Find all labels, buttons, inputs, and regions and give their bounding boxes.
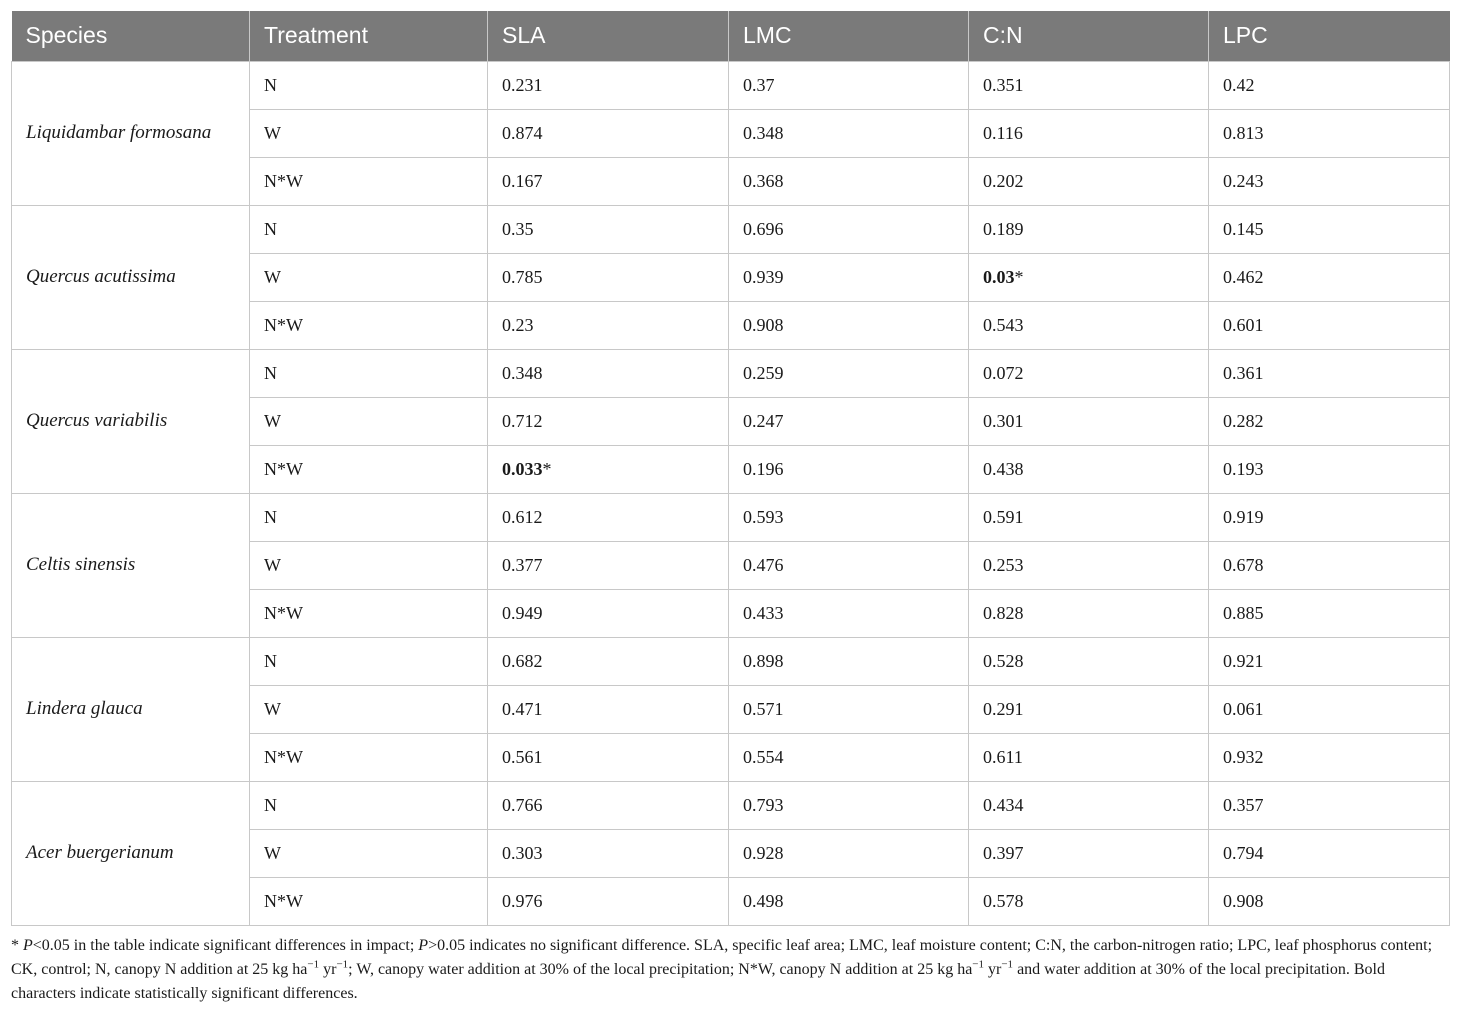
sla-value-cell — [488, 589, 729, 637]
header-species: Species — [12, 11, 250, 61]
treatment-cell: N — [250, 61, 488, 109]
sla-value: 0.167 — [502, 170, 543, 191]
cn-value-cell — [969, 397, 1209, 445]
species-cell: Quercus variabilis — [12, 349, 250, 493]
sla-value-cell — [488, 445, 729, 493]
sla-value-cell — [488, 781, 729, 829]
cn-value: 0.434 — [983, 794, 1024, 815]
lmc-value: 0.196 — [743, 458, 784, 479]
table-row — [12, 637, 1450, 685]
lmc-value: 0.476 — [743, 554, 784, 575]
lmc-value: 0.571 — [743, 698, 784, 719]
cn-value: 0.072 — [983, 362, 1024, 383]
lpc-value-cell — [1209, 61, 1450, 109]
cn-value: 0.591 — [983, 506, 1024, 527]
sla-value-cell — [488, 205, 729, 253]
footnote-text: <0.05 in the table indicate significant differences in impact; — [32, 937, 419, 954]
significance-mark: * — [1014, 266, 1024, 287]
cn-value: 0.397 — [983, 842, 1024, 863]
lpc-value: 0.885 — [1223, 602, 1264, 623]
sla-value: 0.874 — [502, 122, 543, 143]
cn-value-cell — [969, 301, 1209, 349]
header-cn: C:N — [969, 11, 1209, 61]
sla-value: 0.682 — [502, 650, 543, 671]
lpc-value: 0.462 — [1223, 266, 1264, 287]
species-cell: Quercus acutissima — [12, 205, 250, 349]
treatment-cell: N*W — [250, 157, 488, 205]
lmc-value-cell — [729, 829, 969, 877]
treatment-cell: W — [250, 253, 488, 301]
footnote-p-symbol: P — [418, 937, 429, 954]
lpc-value: 0.061 — [1223, 698, 1264, 719]
lmc-value: 0.593 — [743, 506, 784, 527]
sla-value-cell — [488, 733, 729, 781]
sla-value: 0.712 — [502, 410, 543, 431]
footnote-text: yr — [319, 961, 337, 978]
cn-value-cell — [969, 61, 1209, 109]
table-row — [12, 61, 1450, 109]
cn-value-cell — [969, 733, 1209, 781]
lmc-value: 0.908 — [743, 314, 784, 335]
lmc-value-cell — [729, 205, 969, 253]
cn-value-cell — [969, 109, 1209, 157]
footnote-p-symbol: P — [23, 937, 33, 954]
cn-value-cell — [969, 253, 1209, 301]
footnote-text: and water addition at 30% of the local precipitation. Bold characters indicate statistically significant differences. — [11, 961, 1385, 1002]
lmc-value: 0.498 — [743, 890, 784, 911]
lpc-value-cell — [1209, 253, 1450, 301]
lpc-value-cell — [1209, 829, 1450, 877]
lmc-value: 0.247 — [743, 410, 784, 431]
table-body — [12, 61, 1450, 925]
table-row — [12, 493, 1450, 541]
sla-value: 0.377 — [502, 554, 543, 575]
lmc-value: 0.928 — [743, 842, 784, 863]
footnote-superscript: −1 — [336, 958, 349, 971]
cn-value: 0.116 — [983, 122, 1023, 143]
lmc-value: 0.696 — [743, 218, 784, 239]
lpc-value-cell — [1209, 157, 1450, 205]
sla-value: 0.348 — [502, 362, 543, 383]
sla-value-cell — [488, 109, 729, 157]
lpc-value: 0.678 — [1223, 554, 1264, 575]
cn-value: 0.528 — [983, 650, 1024, 671]
lpc-value-cell — [1209, 109, 1450, 157]
sla-value-cell — [488, 349, 729, 397]
cn-value-cell — [969, 541, 1209, 589]
treatment-cell: N*W — [250, 445, 488, 493]
lpc-value: 0.361 — [1223, 362, 1264, 383]
sla-value: 0.231 — [502, 74, 543, 95]
lmc-value-cell — [729, 157, 969, 205]
species-cell: Lindera glauca — [12, 637, 250, 781]
lpc-value-cell — [1209, 493, 1450, 541]
lmc-value-cell — [729, 109, 969, 157]
lmc-value-cell — [729, 301, 969, 349]
lpc-value: 0.794 — [1223, 842, 1264, 863]
table-footnote — [11, 934, 1451, 1006]
lpc-value: 0.282 — [1223, 410, 1264, 431]
data-table-container — [11, 11, 1449, 926]
lmc-value-cell — [729, 733, 969, 781]
treatment-cell: N — [250, 781, 488, 829]
cn-value: 0.578 — [983, 890, 1024, 911]
sla-value-cell — [488, 877, 729, 925]
lmc-value-cell — [729, 445, 969, 493]
cn-value-cell — [969, 877, 1209, 925]
treatment-cell: W — [250, 541, 488, 589]
footnote-mark: * — [11, 937, 19, 954]
lmc-value-cell — [729, 589, 969, 637]
lmc-value-cell — [729, 781, 969, 829]
lmc-value: 0.348 — [743, 122, 784, 143]
cn-value-cell — [969, 685, 1209, 733]
sla-value-cell — [488, 157, 729, 205]
sla-value: 0.612 — [502, 506, 543, 527]
cn-value: 0.611 — [983, 746, 1023, 767]
species-cell: Liquidambar formosana — [12, 61, 250, 205]
lpc-value-cell — [1209, 637, 1450, 685]
sla-value: 0.785 — [502, 266, 543, 287]
cn-value: 0.291 — [983, 698, 1024, 719]
lpc-value-cell — [1209, 397, 1450, 445]
header-treatment: Treatment — [250, 11, 488, 61]
lpc-value: 0.919 — [1223, 506, 1264, 527]
cn-value-cell — [969, 445, 1209, 493]
treatment-cell: W — [250, 397, 488, 445]
cn-value: 0.03 — [983, 266, 1015, 287]
lpc-value-cell — [1209, 781, 1450, 829]
lpc-value-cell — [1209, 349, 1450, 397]
lmc-value: 0.368 — [743, 170, 784, 191]
cn-value: 0.351 — [983, 74, 1024, 95]
treatment-cell: W — [250, 829, 488, 877]
lpc-value: 0.908 — [1223, 890, 1264, 911]
table-row — [12, 205, 1450, 253]
sla-value-cell — [488, 493, 729, 541]
table-row — [12, 349, 1450, 397]
footnote-text: ; W, canopy water addition at 30% of the local precipitation; N*W, canopy N addition at 25 kg ha — [348, 961, 973, 978]
sla-value: 0.949 — [502, 602, 543, 623]
sla-value: 0.561 — [502, 746, 543, 767]
sla-value: 0.976 — [502, 890, 543, 911]
cn-value: 0.301 — [983, 410, 1024, 431]
header-lmc: LMC — [729, 11, 969, 61]
cn-value: 0.543 — [983, 314, 1024, 335]
sla-value-cell — [488, 541, 729, 589]
cn-value-cell — [969, 781, 1209, 829]
cn-value-cell — [969, 589, 1209, 637]
treatment-cell: N — [250, 349, 488, 397]
lmc-value: 0.433 — [743, 602, 784, 623]
lpc-value-cell — [1209, 445, 1450, 493]
cn-value-cell — [969, 157, 1209, 205]
treatment-cell: N — [250, 637, 488, 685]
lpc-value: 0.42 — [1223, 74, 1255, 95]
significance-mark: * — [542, 458, 552, 479]
cn-value: 0.828 — [983, 602, 1024, 623]
lmc-value-cell — [729, 637, 969, 685]
footnote-text: yr — [984, 961, 1002, 978]
lpc-value: 0.357 — [1223, 794, 1264, 815]
cn-value-cell — [969, 349, 1209, 397]
lpc-value: 0.243 — [1223, 170, 1264, 191]
lpc-value-cell — [1209, 205, 1450, 253]
lmc-value-cell — [729, 61, 969, 109]
sla-value: 0.303 — [502, 842, 543, 863]
sla-value-cell — [488, 685, 729, 733]
header-lpc: LPC — [1209, 11, 1450, 61]
lmc-value: 0.939 — [743, 266, 784, 287]
cn-value-cell — [969, 493, 1209, 541]
sla-value: 0.23 — [502, 314, 534, 335]
sla-value-cell — [488, 301, 729, 349]
lmc-value: 0.554 — [743, 746, 784, 767]
cn-value-cell — [969, 829, 1209, 877]
lpc-value-cell — [1209, 877, 1450, 925]
sla-value-cell — [488, 253, 729, 301]
footnote-superscript: −1 — [307, 958, 320, 971]
treatment-cell: N*W — [250, 589, 488, 637]
treatment-cell: W — [250, 109, 488, 157]
lpc-value: 0.193 — [1223, 458, 1264, 479]
lmc-value-cell — [729, 493, 969, 541]
treatment-cell: N*W — [250, 877, 488, 925]
data-table — [11, 11, 1450, 926]
lpc-value: 0.601 — [1223, 314, 1264, 335]
cn-value: 0.438 — [983, 458, 1024, 479]
lpc-value-cell — [1209, 589, 1450, 637]
treatment-cell: N — [250, 493, 488, 541]
header-sla: SLA — [488, 11, 729, 61]
lpc-value: 0.813 — [1223, 122, 1264, 143]
cn-value: 0.202 — [983, 170, 1024, 191]
footnote-superscript: −1 — [1001, 958, 1014, 971]
treatment-cell: W — [250, 685, 488, 733]
lpc-value: 0.921 — [1223, 650, 1264, 671]
treatment-cell: N*W — [250, 733, 488, 781]
cn-value-cell — [969, 205, 1209, 253]
sla-value: 0.766 — [502, 794, 543, 815]
cn-value: 0.253 — [983, 554, 1024, 575]
lmc-value-cell — [729, 253, 969, 301]
lpc-value-cell — [1209, 733, 1450, 781]
lpc-value-cell — [1209, 685, 1450, 733]
sla-value: 0.471 — [502, 698, 543, 719]
lmc-value: 0.259 — [743, 362, 784, 383]
footnote-superscript: −1 — [972, 958, 985, 971]
sla-value-cell — [488, 397, 729, 445]
species-cell: Acer buergerianum — [12, 781, 250, 925]
sla-value: 0.35 — [502, 218, 534, 239]
header-row — [12, 11, 1450, 61]
lmc-value-cell — [729, 541, 969, 589]
lmc-value-cell — [729, 877, 969, 925]
sla-value-cell — [488, 61, 729, 109]
lmc-value-cell — [729, 685, 969, 733]
cn-value: 0.189 — [983, 218, 1024, 239]
lmc-value: 0.37 — [743, 74, 775, 95]
species-cell: Celtis sinensis — [12, 493, 250, 637]
lpc-value-cell — [1209, 541, 1450, 589]
cn-value-cell — [969, 637, 1209, 685]
lpc-value: 0.932 — [1223, 746, 1264, 767]
sla-value-cell — [488, 829, 729, 877]
lpc-value-cell — [1209, 301, 1450, 349]
lmc-value: 0.793 — [743, 794, 784, 815]
treatment-cell: N*W — [250, 301, 488, 349]
lmc-value-cell — [729, 397, 969, 445]
sla-value: 0.033 — [502, 458, 543, 479]
lpc-value: 0.145 — [1223, 218, 1264, 239]
table-row — [12, 781, 1450, 829]
footnote-text: >0.05 indicates no significant difference. SLA, specific leaf area; LMC, leaf moisture content; C:N, the carbon-nitrogen ratio; LPC, leaf phosphorus content; CK, control; N, canopy N addition at 25 kg ha — [11, 937, 1433, 978]
sla-value-cell — [488, 637, 729, 685]
lmc-value: 0.898 — [743, 650, 784, 671]
lmc-value-cell — [729, 349, 969, 397]
treatment-cell: N — [250, 205, 488, 253]
